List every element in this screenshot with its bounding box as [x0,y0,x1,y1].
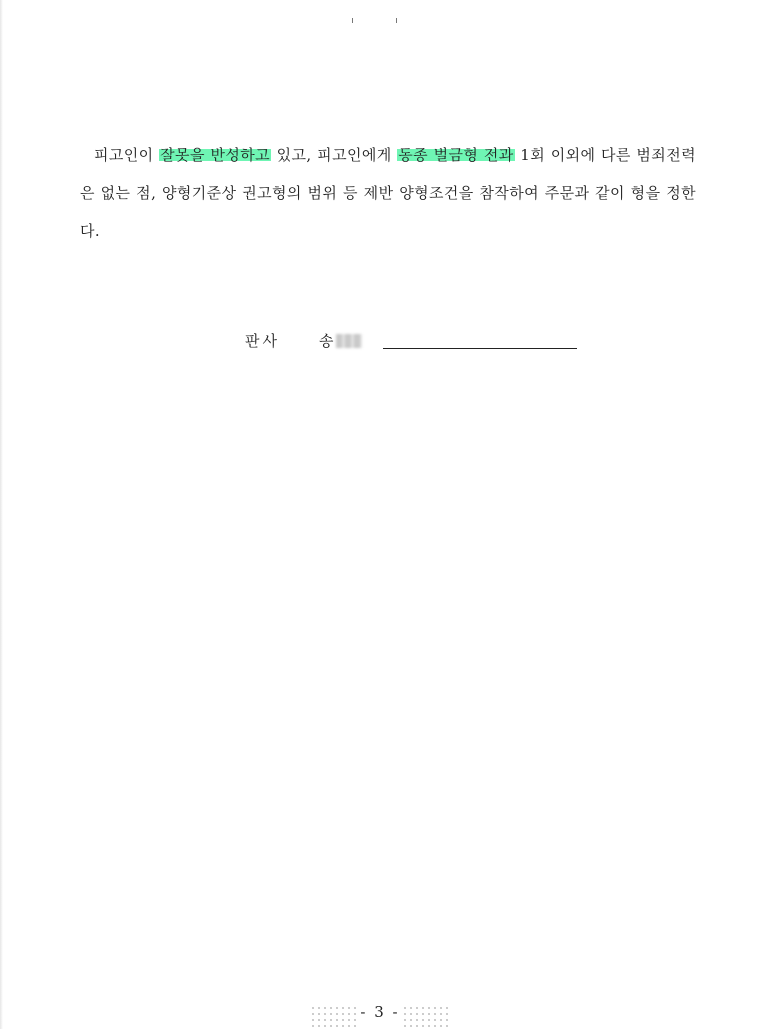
page-number: - 3 - [360,1003,400,1021]
page-edge-shadow [0,0,3,1029]
highlighted-text: 잘못을 반성하고 [160,146,271,164]
judge-title: 판사 [245,332,280,350]
signature-line [383,348,577,349]
text-segment: 있고, 피고인에게 [271,146,398,164]
scan-noise-right [402,1005,450,1027]
judge-name [319,330,362,351]
scan-marks [350,18,410,26]
body-paragraph [80,136,696,250]
text-segment: 피고인이 [94,146,160,164]
text-segment: 1회 이외에 다른 범죄전력은 없는 점, 양형기준상 권고형의 범위 등 제반 양형조건을 참작하여 주문과 같이 형을 정한다. [80,146,696,240]
page-footer [310,1003,450,1027]
redacted-name [336,334,362,348]
judge-name-visible: 송 [319,332,334,350]
highlighted-text: 동종 벌금형 전과 [398,146,514,164]
judge-signature-block [245,330,585,354]
